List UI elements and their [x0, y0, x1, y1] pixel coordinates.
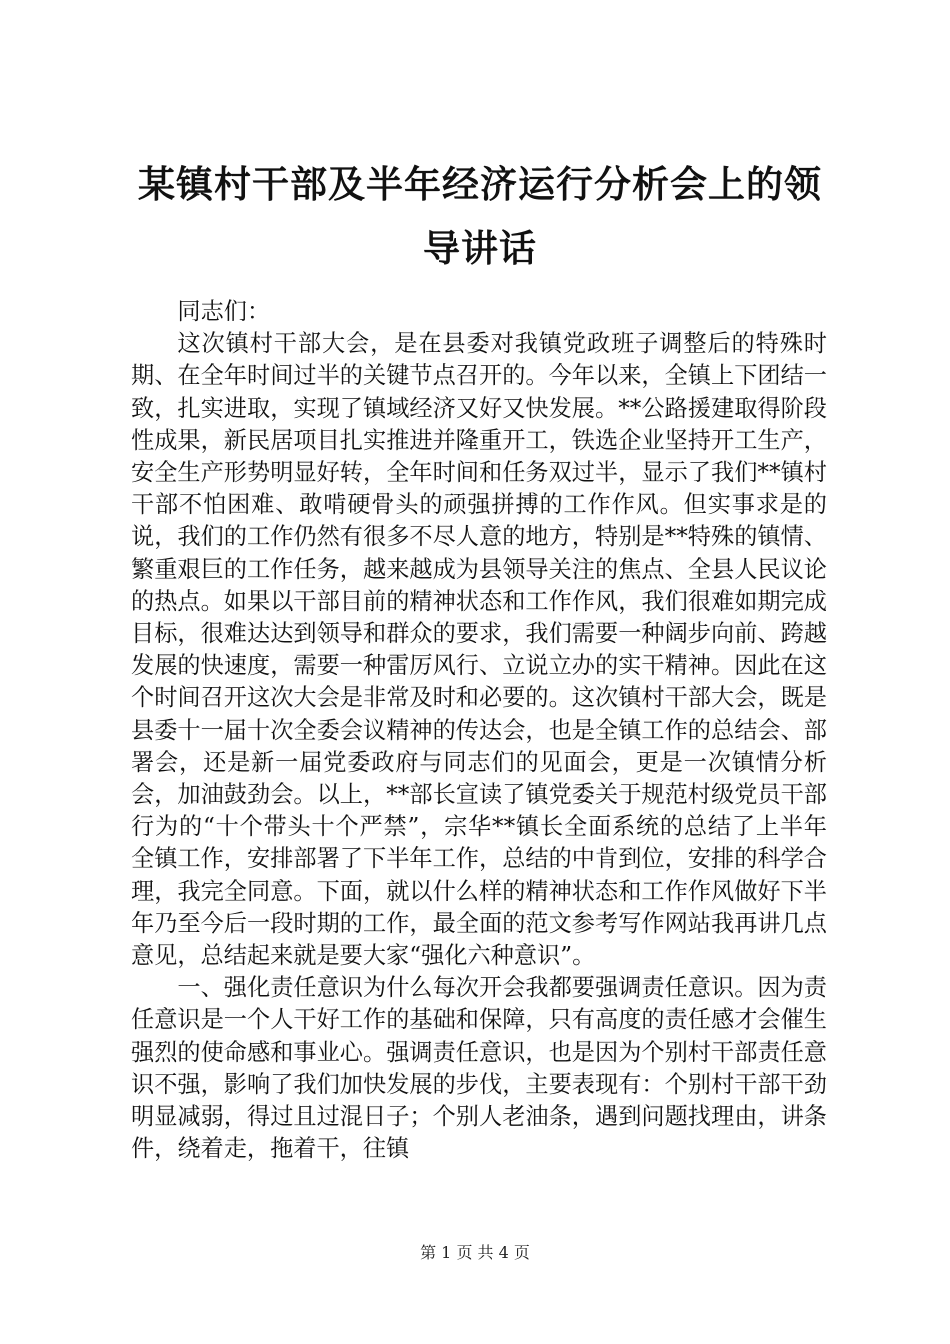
- page-footer: 第 1 页 共 4 页: [420, 1243, 530, 1262]
- document-body: [131, 296, 827, 1165]
- body-paragraph: 这次镇村干部大会，是在县委对我镇党政班子调整后的特殊时期、在全年时间过半的关键节点召开的。今年以来，全镇上下团结一致，扎实进取，实现了镇域经济又好又快发展。**公路援建取得阶段性成果，新民居项目扎实推进并隆重开工，铁选企业坚持开工生产，安全生产形势明显好转，全年时间和任务双过半，显示了我们**镇村干部不怕困难、敢啃硬骨头的顽强拼搏的工作作风。但实事求是的说，我们的工作仍然有很多不尽人意的地方，特别是**特殊的镇情、繁重艰巨的工作任务，越来越成为县领导关注的焦点、全县人民议论的热点。如果以干部目前的精神状态和工作作风，我们很难如期完成目标，很难达达到领导和群众的要求，我们需要一种阔步向前、跨越发展的快速度，需要一种雷厉风行、立说立办的实干精神。因此在这个时间召开这次大会是非常及时和必要的。这次镇村干部大会，既是县委十一届十次全委会议精神的传达会，也是全镇工作的总结会、部署会，还是新一届党委政府与同志们的见面会，更是一次镇情分析会，加油鼓劲会。以上，**部长宣读了镇党委关于规范村级党员干部行为的“十个带头十个严禁”，宗华**镇长全面系统的总结了上半年全镇工作，安排部署了下半年工作，总结的中肯到位，安排的科学合理，我完全同意。下面，就以什么样的精神状态和工作作风做好下半年乃至今后一段时期的工作，最全面的范文参考写作网站我再讲几点意见，总结起来就是要大家“强化六种意识”。: [131, 330, 827, 970]
- salutation: 同志们：: [177, 298, 271, 325]
- document-title: 某镇村干部及半年经济运行分析会上的领导讲话: [138, 162, 822, 270]
- body-paragraph: 一、强化责任意识为什么每次开会我都要强调责任意识。因为责任意识是一个人干好工作的基础和保障，只有高度的责任感才会催生强烈的使命感和事业心。强调责任意识，也是因为个别村干部责任意识不强，影响了我们加快发展的步伐，主要表现有：个别村干部干劲明显减弱，得过且过混日子；个别人老油条，遇到问题找理由，讲条件，绕着走，拖着干，往镇: [131, 974, 827, 1163]
